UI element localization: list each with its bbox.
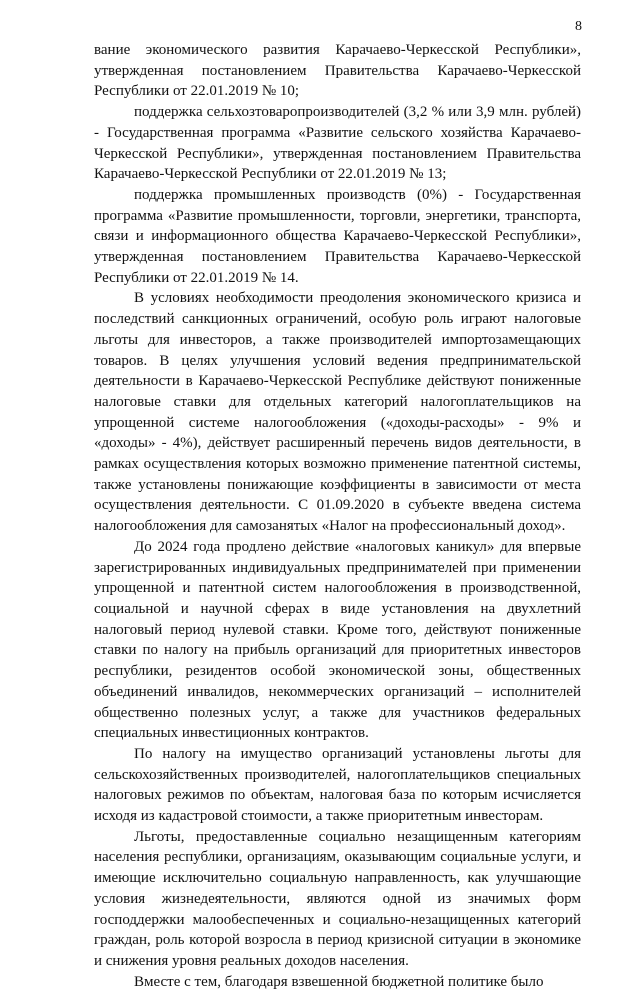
paragraph-continuation: вание экономического развития Карачаево-Черкесской Республики», утвержденная постановлением Правительства Карачаево-Черкесской Республики от 22.01.2019 № 10; [94,42,581,100]
page-number: 8 [575,19,582,34]
paragraph-property-tax: По налогу на имущество организаций установлены льготы для сельскохозяйственных производителей, налогоплательщиков специальных налоговых режимов по объектам, налоговая база по которым исчисляется исходя из кадастровой стоимости, а также приоритетным инвесторам. [94,745,581,825]
document-body [94,40,581,992]
paragraph-tax-holidays: До 2024 года продлено действие «налоговых каникул» для впервые зарегистрированных индивидуальных предпринимателей при применении упрощенной и патентной систем налогообложения в производственной, социальной и научной сферах в виде установления на двухлетний налоговый период нулевой ставки. Кроме того, действуют пониженные ставки по налогу на прибыль организаций для приоритетных инвесторов республики, резидентов особой экономической зоны, общественных объединений инвалидов, некоммерческих организаций – исполнителей общественно полезных услуг, а также для участников федеральных специальных инвестиционных контрактов. [94,538,581,742]
paragraph-industry-support: поддержка промышленных производств (0%) - Государственная программа «Развитие промышленности, торговли, энергетики, транспорта, связи и информационного общества Карачаево-Черкесской Республики», утвержденная постановлением Правительства Карачаево-Черкесской Республики от 22.01.2019 № 14. [94,186,581,286]
paragraph-budget-policy: Вместе с тем, благодаря взвешенной бюджетной политике было [134,973,544,990]
paragraph-tax-benefits: В условиях необходимости преодоления экономического кризиса и последствий санкционных ограничений, особую роль играют налоговые льготы для инвесторов, а также производителей импортозамещающих товаров. В целях улучшения условий ведения предпринимательской деятельности в Карачаево-Черкесской Республике действуют пониженные налоговые ставки для отдельных категорий налогоплательщиков на упрощенной системе налогообложения («доходы-расходы» - 9% и «доходы» - 4%), действует расширенный перечень видов деятельности, в рамках осуществления которых возможно применение патентной системы, также установлены понижающие коэффициенты в зависимости от места осуществления деятельности. С 01.09.2020 в субъекте введена система налогообложения для самозанятых «Налог на профессиональный доход». [94,290,581,535]
paragraph-social-benefits: Льготы, предоставленные социально незащищенным категориям населения республики, организациям, оказывающим социальные услуги, и имеющие исключительно социальную направленность, как улучшающие условия жизнедеятельности, являются одной из значимых форм господдержки малообеспеченных и социально-незащищенных категорий граждан, роль которой возросла в период кризисной ситуации в экономике и снижения уровня реальных доходов населения. [94,828,581,969]
paragraph-agri-support: поддержка сельхозтоваропроизводителей (3,2 % или 3,9 млн. рублей) - Государственная программа «Развитие сельского хозяйства Карачаево-Черкесской Республики», утвержденная постановлением Правительства Карачаево-Черкесской Республики от 22.01.2019 № 13; [94,104,581,183]
